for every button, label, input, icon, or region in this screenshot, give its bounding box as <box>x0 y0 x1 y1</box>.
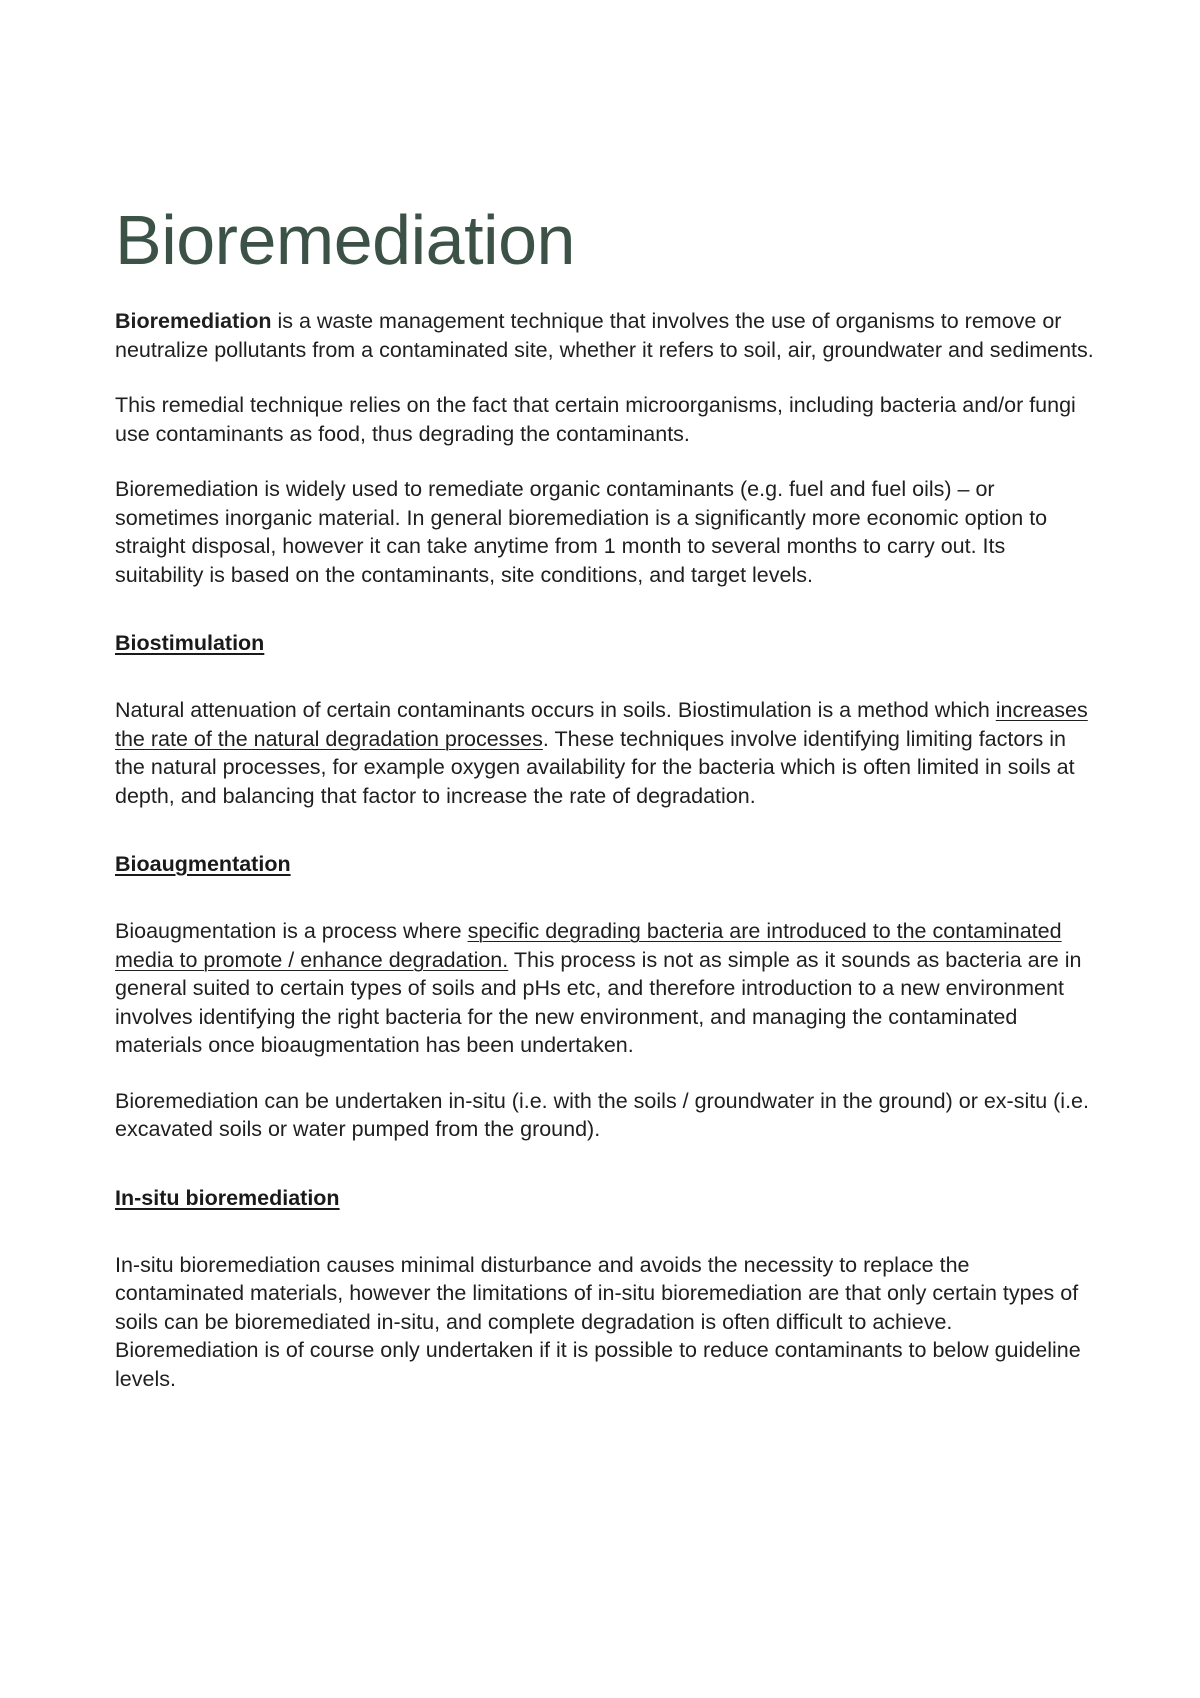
intro-text: is a waste management technique that involves the use of organisms to remove or neutralize pollutants from a contaminated site, whether it refers to soil, air, groundwater and sediments. <box>115 309 1094 362</box>
intro-lead-term: Bioremediation <box>115 309 272 333</box>
biostimulation-text-start: Natural attenuation of certain contaminants occurs in soils. Biostimulation is a method which <box>115 698 996 722</box>
usage-paragraph: Bioremediation is widely used to remediate organic contaminants (e.g. fuel and fuel oils) – or sometimes inorganic material. In general bioremediation is a significantly more economic option to straight disposal, however it can take anytime from 1 month to several months to carry out. Its suitability is based on the contaminants, site conditions, and target levels. <box>115 477 1048 587</box>
biostimulation-paragraph <box>115 696 1095 810</box>
bioaugmentation-text-start: Bioaugmentation is a process where <box>115 919 468 943</box>
biostimulation-underlined-text: increases the rate of the natural degradation processes <box>115 698 1088 751</box>
insitu-exsitu-paragraph: Bioremediation can be undertaken in-situ (i.e. with the soils / groundwater in the ground) or ex-situ (i.e. excavated soils or water pumped from the ground). <box>115 1088 1089 1141</box>
bioaugmentation-paragraph <box>115 917 1095 1060</box>
page-title: Bioremediation <box>115 201 575 279</box>
insitu-paragraph: In-situ bioremediation causes minimal disturbance and avoids the necessity to replace the contaminated materials, however the limitations of in-situ bioremediation are that only certain types of soils can be bioremediated in-situ, and complete degradation is often difficult to achieve. Bioremediation is of course only undertaken if it is possible to reduce contaminants to below guideline levels. <box>115 1252 1081 1391</box>
intro-paragraph <box>115 307 1095 364</box>
bioaugmentation-heading: Bioaugmentation <box>115 852 291 876</box>
biostimulation-heading: Biostimulation <box>115 631 265 655</box>
biostimulation-text-end: . These techniques involve identifying limiting factors in the natural processes, for example oxygen availability for the bacteria which is often limited in soils at depth, and balancing that factor to increase the rate of degradation. <box>115 726 1075 808</box>
document-page <box>115 201 1095 1420</box>
microorganisms-paragraph: This remedial technique relies on the fact that certain microorganisms, including bacteria and/or fungi use contaminants as food, thus degrading the contaminants. <box>115 393 1076 446</box>
bioaugmentation-text-end: This process is not as simple as it sounds as bacteria are in general suited to certain types of soils and pHs etc, and therefore introduction to a new environment involves identifying the right bacteria for the new environment, and managing the contaminated materials once bioaugmentation has been undertaken. <box>115 947 1082 1057</box>
bioaugmentation-underlined-text: specific degrading bacteria are introduced to the contaminated media to promote / enhance degradation. <box>115 919 1062 972</box>
insitu-heading: In-situ bioremediation <box>115 1185 340 1210</box>
